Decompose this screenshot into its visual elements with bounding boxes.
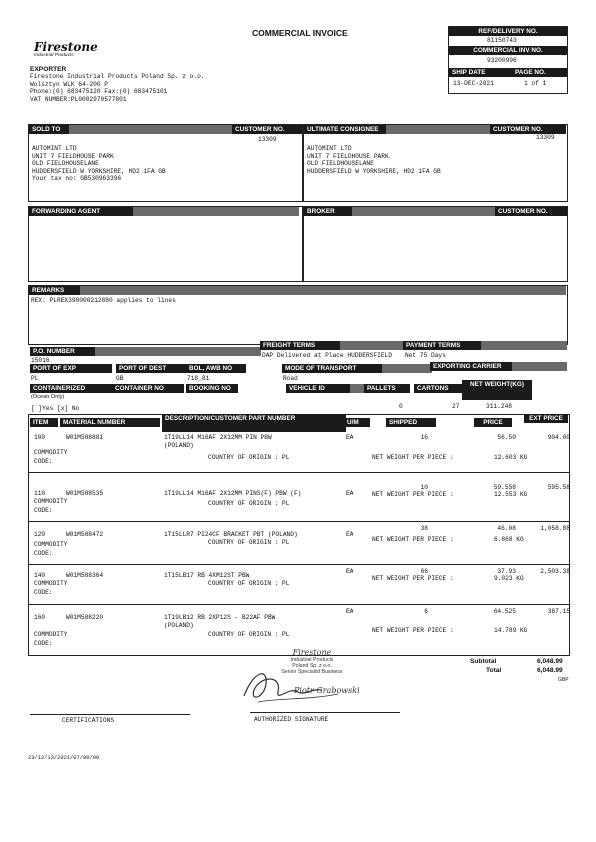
code-label: CODE:	[34, 589, 53, 596]
col-ext-price-label: EXT PRICE	[524, 414, 568, 423]
stamp-line-2: Industrial Products	[290, 657, 334, 663]
bol-awb-label: BOL, AWB NO	[186, 364, 246, 373]
shipped-qty: 16	[420, 434, 428, 441]
net-weight-per-piece-label: NET WEIGHT PER PIECE :	[372, 536, 454, 543]
code-label: CODE:	[34, 640, 53, 647]
unit-price: 59.558	[493, 484, 516, 491]
unit-price: 37.93	[497, 568, 516, 575]
ultimate-customer-no-label: CUSTOMER NO.	[490, 125, 566, 134]
col-item-label: ITEM	[30, 418, 58, 427]
remarks-label: REMARKS	[29, 286, 83, 295]
material-number: W01M588364	[66, 572, 104, 579]
freight-terms-label: FREIGHT TERMS	[260, 341, 342, 350]
item-number: 160	[34, 614, 46, 621]
extended-price: 387.15	[547, 608, 570, 615]
cartons-label: CARTONS	[414, 384, 462, 393]
ultimate-line-2: UNIT 7 FIELDHOUSE PARK	[307, 152, 389, 160]
po-strip	[95, 347, 261, 356]
broker-customer-no-label: CUSTOMER NO.	[495, 207, 567, 216]
net-weight-per-piece-label: NET WEIGHT PER PIECE :	[372, 575, 454, 582]
description-line-1: 1T15LB17 RB 4XM12ST PBW	[164, 572, 250, 579]
payment-strip	[481, 341, 567, 350]
bol-awb-value: 718_81	[187, 375, 210, 382]
sold-to-customer-no: 13309	[258, 136, 277, 143]
forwarding-agent-label: FORWARDING AGENT	[29, 207, 135, 216]
freight-strip	[340, 341, 406, 350]
sold-to-line-5: Your tax no: GB530963396	[32, 175, 122, 182]
certifications-line	[30, 714, 190, 715]
mode-of-transport-label: MODE OF TRANSPORT	[282, 364, 384, 373]
currency: GBP	[558, 677, 569, 683]
description-line-2: (POLAND)	[164, 622, 194, 629]
net-weight-label: NET WEIGHT(KG)	[462, 380, 532, 400]
row-divider	[28, 472, 570, 473]
exporter-line-2: Wolsztyn WLK 64-200 P	[30, 80, 108, 88]
country-of-origin-value: PL	[282, 454, 290, 461]
footer-code: 23/12/13/2021/07/00/99	[28, 755, 100, 761]
port-of-dest-value: GB	[116, 375, 124, 382]
broker-box	[303, 206, 568, 282]
booking-no-label: BOOKING NO	[186, 384, 238, 393]
net-weight-per-piece-label: NET WEIGHT PER PIECE :	[372, 627, 454, 634]
authorized-signature-line	[250, 712, 400, 713]
unit-of-measure: EA	[346, 608, 354, 615]
remarks-strip	[80, 286, 566, 295]
sold-to-line-3: OLD FIELDHOUSELANE	[32, 160, 99, 167]
net-weight-value: 311.248	[486, 403, 512, 410]
extended-price: 904.00	[547, 434, 570, 441]
material-number: W01M588220	[66, 614, 104, 621]
signature-name: Piotr Grabowski	[294, 686, 360, 695]
po-number-value: 15016	[31, 357, 50, 364]
pallets-label: PALLETS	[364, 384, 410, 393]
unit-of-measure: EA	[346, 531, 354, 538]
net-weight-per-piece-value: 12.603 KG	[494, 454, 528, 461]
unit-of-measure: EA	[346, 434, 354, 441]
containerized-value: [ ]Yes [x] No	[31, 405, 80, 412]
exporting-carrier-label: EXPORTING CARRIER	[430, 362, 514, 371]
containerized-label: CONTAINERIZED	[30, 384, 112, 393]
mode-strip	[382, 364, 432, 373]
country-of-origin-value: PL	[282, 539, 290, 546]
container-no-label: CONTAINER NO	[112, 384, 184, 393]
exporter-label: EXPORTER	[30, 66, 67, 73]
line-items-box	[28, 414, 570, 656]
broker-strip	[352, 207, 498, 216]
commodity-label: COMMODITY	[34, 580, 68, 587]
sold-to-line-4: HUDDERSFIELD W YORKSHIRE, HD2 1FA GB	[32, 167, 166, 175]
sold-to-line-1: AUTOMINT LTD	[32, 145, 77, 152]
exporter-line-3: Phone:(0) 683475120 Fax:(0) 683475101	[30, 88, 168, 95]
item-number: 140	[34, 572, 46, 579]
total-label: Total	[486, 667, 502, 674]
ultimate-strip	[386, 125, 492, 134]
col-shipped-label: SHIPPED	[386, 418, 436, 427]
extended-price: 2,503.38	[540, 568, 570, 575]
firestone-logo	[34, 40, 98, 58]
code-label: CODE:	[34, 550, 53, 557]
description-line-1: 1T19LL14 M16AF 2X12MM PINS(F) PBW (F)	[164, 490, 302, 497]
exporter-line-1: Firestone Industrial Products Poland Sp. z o.o.	[30, 73, 205, 80]
stamp-line-4: Senior Specialist Business	[281, 669, 343, 675]
code-label: CODE:	[34, 507, 53, 514]
po-number-label: P.O. NUMBER	[30, 347, 98, 356]
extended-price: 1,058.88	[540, 525, 570, 532]
shipped-qty: 38	[420, 525, 428, 532]
commodity-label: COMMODITY	[34, 631, 68, 638]
page-no-label: PAGE NO.	[512, 68, 567, 77]
sold-to-line-2: UNIT 7 FIELDHOUSE PARK	[32, 152, 114, 160]
sold-to-customer-no-label: CUSTOMER NO.	[232, 125, 302, 134]
net-weight-per-piece-label: NET WEIGHT PER PIECE :	[372, 454, 454, 461]
net-weight-per-piece-value: 14.789 KG	[494, 627, 528, 634]
country-of-origin-value: PL	[282, 631, 290, 638]
country-of-origin-value: PL	[282, 500, 290, 507]
ultimate-consignee-label: ULTIMATE CONSIGNEE	[304, 125, 388, 134]
total-value: 6,048.99	[537, 667, 563, 674]
subtotal-value: 6,048.99	[537, 658, 563, 665]
port-of-dest-label: PORT OF DEST	[116, 364, 186, 373]
commercial-inv-label: COMMERCIAL INV NO.	[449, 46, 567, 55]
commodity-label: COMMODITY	[34, 541, 68, 548]
vehicle-id-label: VEHICLE ID	[286, 384, 352, 393]
exporter-line-4: VAT NUMBER:PL0002970577801	[30, 95, 127, 103]
country-of-origin-label: COUNTRY OF ORIGIN :	[208, 539, 279, 546]
code-label: CODE:	[34, 458, 53, 465]
ultimate-line-1: AUTOMINT LTD	[307, 145, 352, 152]
col-um-label: U/M	[344, 418, 370, 427]
forwarding-agent-box	[28, 206, 303, 282]
port-of-exp-value: PL	[31, 375, 39, 382]
shipped-qty: 66	[420, 568, 428, 575]
authorized-signature-label: AUTHORIZED SIGNATURE	[254, 716, 329, 723]
country-of-origin-label: COUNTRY OF ORIGIN :	[208, 631, 279, 638]
ship-date-label: SHIP DATE	[449, 68, 515, 77]
certifications-label: CERTIFICATIONS	[62, 717, 114, 724]
commercial-inv-value: 93200996	[487, 57, 517, 64]
subtotal-label: Subtotal	[470, 658, 497, 665]
unit-of-measure: EA	[346, 490, 354, 497]
row-divider	[28, 521, 570, 522]
commodity-label: COMMODITY	[34, 498, 68, 505]
remarks-text: REX: PLREX390000212880 applies to lines	[31, 297, 176, 304]
description-line-1: 1T15LLR7 PI24CF BRACKET PBT (POLAND)	[164, 531, 298, 538]
shipped-qty: 6	[424, 608, 428, 615]
stamp-line-3: Poland Sp. z o.o.	[292, 663, 332, 669]
stamp-line-1: Firestone	[292, 648, 332, 657]
pallets-value: 0	[399, 403, 403, 410]
item-number: 120	[34, 531, 46, 538]
net-weight-per-piece-value: 6.868 KG	[494, 536, 524, 543]
ref-delivery-value: 81150743	[487, 37, 517, 44]
net-weight-per-piece-value: 12.553 KG	[494, 491, 528, 498]
sold-to-label: SOLD TO	[29, 125, 71, 134]
ultimate-line-4: HUDDERSFIELD W YORKSHIRE, HD2 1FA GB	[307, 167, 441, 175]
logo-subtitle: Industrial Products	[34, 53, 74, 58]
port-of-exp-label: PORT OF EXP	[30, 364, 112, 373]
shipped-qty: 10	[420, 484, 428, 491]
unit-price: 64.525	[493, 608, 516, 615]
logo-brand: Firestone	[34, 40, 98, 54]
description-line-1: 1T19LL14 M16AF 2X12MM PIN PBW	[164, 434, 272, 441]
description-line-2: (POLAND)	[164, 442, 194, 449]
broker-label: BROKER	[304, 207, 354, 216]
cartons-value: 27	[452, 403, 460, 410]
row-divider	[28, 604, 570, 605]
carrier-strip	[512, 362, 567, 371]
material-number: W01M588472	[66, 531, 104, 538]
freight-terms-value: DAP Delivered at Place HUDDERSFIELD	[262, 352, 392, 359]
material-number: W01M588881	[66, 434, 104, 441]
document-title: COMMERCIAL INVOICE	[252, 28, 348, 38]
extended-price: 595.58	[547, 484, 570, 491]
description-line-1: 1T19LB12 RB 2XP12S - B22AF PBW	[164, 614, 276, 621]
country-of-origin-label: COUNTRY OF ORIGIN :	[208, 580, 279, 587]
mode-of-transport-value: Road	[283, 375, 298, 382]
ref-delivery-label: REF/DELIVERY NO.	[449, 27, 567, 36]
unit-price: 46.08	[497, 525, 516, 532]
payment-terms-value: Net 75 Days	[405, 352, 446, 359]
country-of-origin-value: PL	[282, 580, 290, 587]
col-price-label: PRICE	[474, 418, 512, 427]
material-number: W01M588535	[66, 490, 104, 497]
unit-price: 56.50	[497, 434, 516, 441]
row-divider	[28, 564, 570, 565]
ship-date-value: 13-DEC-2021	[453, 80, 494, 87]
net-weight-per-piece-value: 9.023 KG	[494, 575, 524, 582]
country-of-origin-label: COUNTRY OF ORIGIN :	[208, 454, 279, 461]
page-no-value: 1 of 1	[524, 80, 547, 87]
item-number: 110	[34, 490, 46, 497]
net-weight-per-piece-label: NET WEIGHT PER PIECE :	[372, 491, 454, 498]
sold-to-strip	[69, 125, 235, 134]
commodity-label: COMMODITY	[34, 449, 68, 456]
ultimate-line-3: OLD FIELDHOUSELANE	[307, 160, 374, 167]
item-number: 100	[34, 434, 46, 441]
containerized-sub: (Ocean Only)	[31, 394, 65, 400]
forwarding-strip	[133, 207, 299, 216]
country-of-origin-label: COUNTRY OF ORIGIN :	[208, 500, 279, 507]
unit-of-measure: EA	[346, 568, 354, 575]
ultimate-customer-no: 13309	[536, 134, 555, 141]
payment-terms-label: PAYMENT TERMS	[403, 341, 483, 350]
col-material-label: MATERIAL NUMBER	[60, 418, 160, 427]
col-description-label: DESCRIPTION/CUSTOMER PART NUMBER	[162, 414, 346, 432]
